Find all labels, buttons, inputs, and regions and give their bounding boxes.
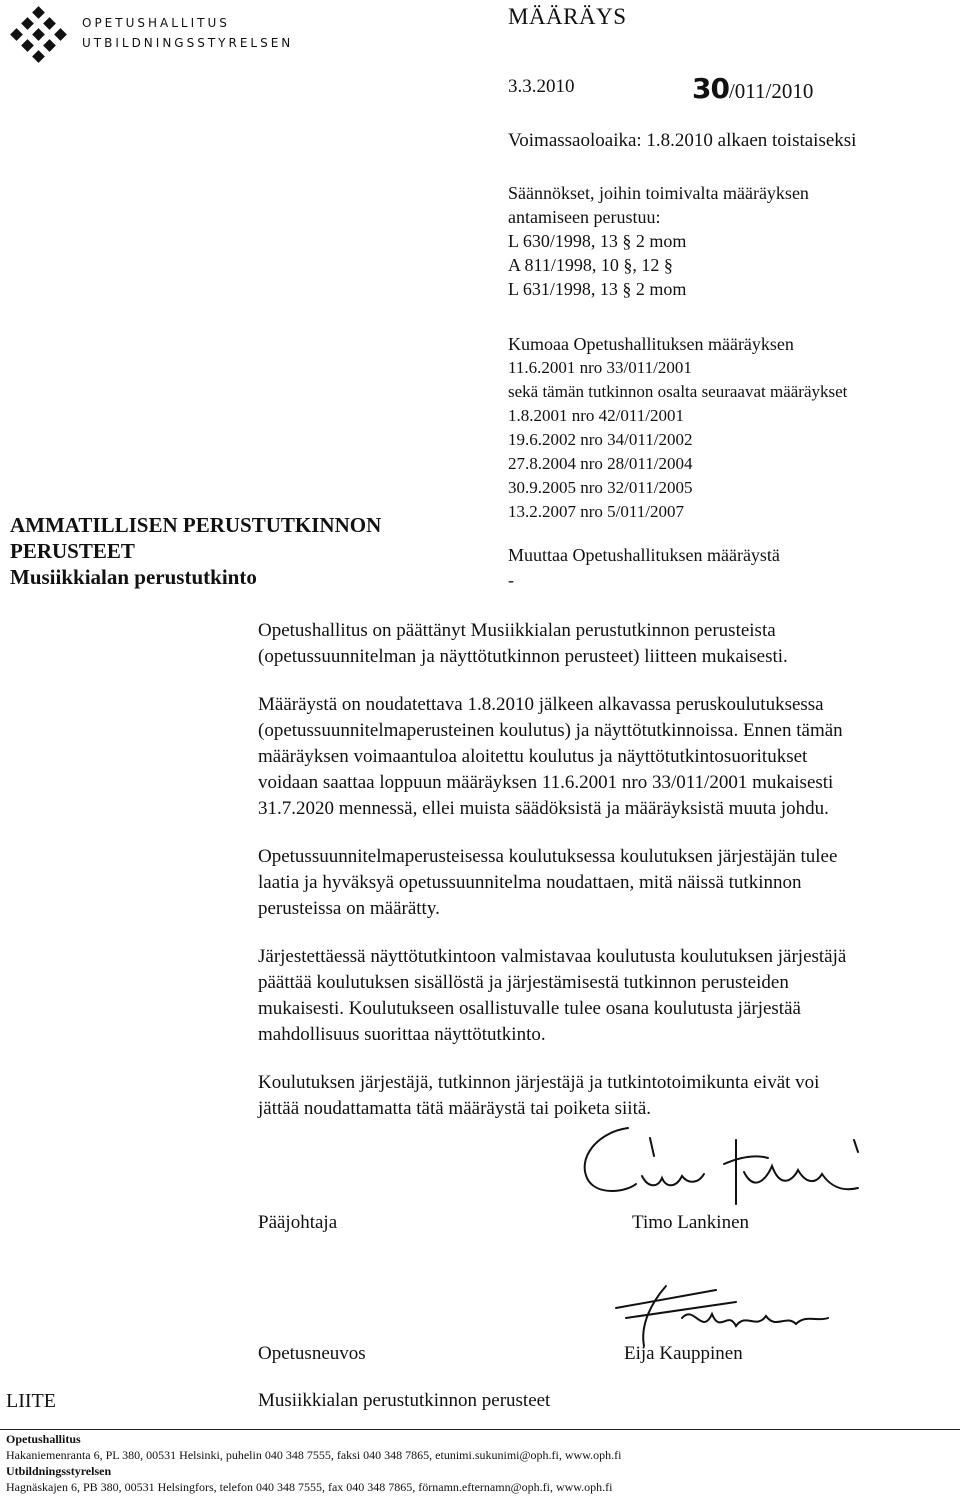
body-line: määräyksen voimaantuloa aloitettu koulutus ja näyttötutkintosuoritukset: [258, 746, 808, 767]
document-date: 3.3.2010: [508, 76, 575, 97]
body-paragraph: [258, 944, 958, 1048]
signatory-role: Pääjohtaja: [258, 1212, 338, 1233]
amends-line: Muuttaa Opetushallituksen määräystä: [508, 545, 780, 565]
heading-line: AMMATILLISEN PERUSTUTKINNON: [10, 513, 382, 537]
org-name-fi: OPETUSHALLITUS: [82, 16, 230, 30]
legal-basis: [508, 181, 809, 301]
footer-divider: [0, 1429, 960, 1430]
legal-basis-item: L 630/1998, 13 § 2 mom: [508, 231, 687, 251]
document-type: MÄÄRÄYS: [508, 4, 627, 29]
annex-label: LIITE: [6, 1390, 56, 1412]
repealed-regulation: 1.8.2001 nro 42/011/2001: [508, 406, 684, 425]
body-line: voidaan saattaa loppuun määräyksen 11.6.2001 nro 33/011/2001 mukaisesti: [258, 772, 834, 793]
repeals-intro: Kumoaa Opetushallituksen määräyksen: [508, 334, 794, 354]
body-line: Opetussuunnitelmaperusteisessa koulutuksessa koulutuksen järjestäjän tulee: [258, 846, 838, 867]
document-number-handwritten: 30: [692, 72, 729, 105]
repeals-section: [508, 332, 847, 524]
footer-org-sv: Utbildningsstyrelsen: [6, 1464, 112, 1478]
opetushallitus-logo-icon: [6, 6, 70, 70]
repealed-regulation: 30.9.2005 nro 32/011/2005: [508, 478, 693, 497]
annex-title: Musiikkialan perustutkinnon perusteet: [258, 1390, 551, 1411]
footer-address-sv: Hagnäskajen 6, PB 380, 00531 Helsingfors, telefon 040 348 7555, fax 040 348 7865, förnamn.efternamn@oph.fi, www.oph.fi: [6, 1480, 613, 1494]
repealed-regulation: 19.6.2002 nro 34/011/2002: [508, 430, 693, 449]
body-paragraph: [258, 692, 958, 822]
legal-basis-item: L 631/1998, 13 § 2 mom: [508, 279, 687, 299]
repealed-regulation: 13.2.2007 nro 5/011/2007: [508, 502, 684, 521]
document-heading: [10, 512, 381, 590]
signatory-role: Opetusneuvos: [258, 1343, 366, 1364]
validity-period: Voimassaoloaika: 1.8.2010 alkaen toistaiseksi: [508, 130, 857, 151]
body-line: (opetussuunnitelman ja näyttötutkinnon perusteet) liitteen mukaisesti.: [258, 646, 788, 667]
body-line: Koulutuksen järjestäjä, tutkinnon järjestäjä ja tutkintotoimikunta eivät voi: [258, 1072, 820, 1093]
document-number: [692, 72, 813, 105]
signature-timo-lankinen: [558, 1118, 878, 1208]
legal-basis-intro: Säännökset, joihin toimivalta määräyksen: [508, 183, 809, 203]
body-paragraph: [258, 844, 958, 922]
amends-value: -: [508, 570, 514, 590]
footer-org-fi: Opetushallitus: [6, 1432, 81, 1446]
body-line: Määräystä on noudatettava 1.8.2010 jälkeen alkavassa peruskoulutuksessa: [258, 694, 824, 715]
body-line: jättää noudattamatta tätä määräystä tai poiketa siitä.: [258, 1098, 652, 1119]
body-paragraph: [258, 1070, 958, 1122]
body-line: (opetussuunnitelmaperusteinen koulutus) ja näyttötutkinnoissa. Ennen tämän: [258, 720, 843, 741]
footer-address-fi: Hakaniemenranta 6, PL 380, 00531 Helsinki, puhelin 040 348 7555, faksi 040 348 7865, etunimi.sukunimi@oph.fi, www.oph.fi: [6, 1448, 622, 1462]
repealed-regulation: 27.8.2004 nro 28/011/2004: [508, 454, 693, 473]
body-line: Opetushallitus on päättänyt Musiikkialan perustutkinnon perusteista: [258, 620, 776, 641]
body-paragraph: [258, 618, 958, 670]
document-number-suffix: /011/2010: [728, 79, 814, 103]
body-line: 31.7.2020 mennessä, ellei muista säädöksistä ja määräyksistä muuta johdu.: [258, 798, 829, 819]
repealed-regulation: 11.6.2001 nro 33/011/2001: [508, 358, 692, 377]
signatory-name: Timo Lankinen: [632, 1212, 749, 1233]
body-line: päättää koulutuksen sisällöstä ja järjestämisestä tutkinnon perusteiden: [258, 972, 789, 993]
repeals-subintro: sekä tämän tutkinnon osalta seuraavat määräykset: [508, 382, 848, 401]
body-line: mahdollisuus suorittaa näyttötutkinto.: [258, 1024, 546, 1045]
heading-line: Musiikkialan perustutkinto: [10, 565, 257, 589]
body-line: Järjestettäessä näyttötutkintoon valmistavaa koulutusta koulutuksen järjestäjä: [258, 946, 847, 967]
signatory-name: Eija Kauppinen: [624, 1343, 743, 1364]
body-line: perusteissa on määrätty.: [258, 898, 440, 919]
legal-basis-intro: antamiseen perustuu:: [508, 207, 661, 227]
legal-basis-item: A 811/1998, 10 §, 12 §: [508, 255, 673, 275]
body-line: laatia ja hyväksyä opetussuunnitelma noudattaen, mitä näissä tutkinnon: [258, 872, 802, 893]
body-line: mukaisesti. Koulutukseen osallistuvalle tulee osana koulutusta järjestää: [258, 998, 801, 1019]
org-name-sv: UTBILDNINGSSTYRELSEN: [82, 36, 294, 50]
heading-line: PERUSTEET: [10, 539, 135, 563]
